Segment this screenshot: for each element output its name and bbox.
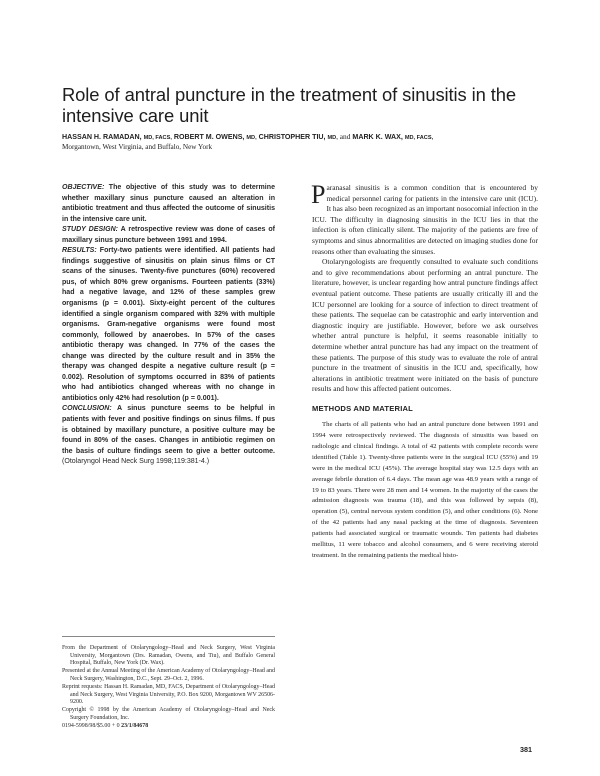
intro-text: aranasal sinusitis is a common condition that is encountered by medical personnel caring for patients in the intensive care unit (ICU). It has also been recognized as an important nosocomial infection in the ICU. The difficulty in diagnosing sinusitis in the ICU lies in that the infection is often clinically silent. The majority of the patients are free of symptoms and sinus abnormalities are detected on imaging studies done for reasons other than evaluating the sinuses. (312, 183, 538, 256)
abstract-label: STUDY DESIGN: (62, 226, 119, 234)
abstract-label: CONCLUSION: (62, 405, 112, 413)
abstract-text: Forty-two patients were identified. All patients had findings suggestive of sinusitis on plain sinus films or CT scans of the sinuses. Twenty-five punctures (60%) recovered pus, of which 80% grew organisms. Fourteen patients (33%) had a negative lavage, and 12% of these samples grew organisms (p = 0.001). Sixty-eight percent of the cultures identified a single organism compared with 32% with multiple organisms. Gram-negative organisms were found most commonly, followed by anaerobes. In 57% of the cases antibiotic therapy was changed. In 77% of the cases the change was directed by the culture result and in 35% the therapy was changed despite a negative culture result (p = 0.002). Resolution of symptoms occurred in 83% of patients who had antibiotics changed whereas with no change in antibiotics only 42% had resolution (p = 0.001). (62, 247, 275, 402)
authors-conjunction: and (339, 132, 351, 141)
author-degrees: MD, FACS, (404, 135, 434, 141)
methods-section (312, 420, 538, 561)
intro-paragraph-2: Otolaryngologists are frequently consulted to evaluate such conditions and to give recommendations about performing an antral puncture. The literature, however, is unclear regarding how antral puncture findings affect eventual patient outcome. These patients are usually critically ill and the ICU personnel are looking for a source of infection to direct treatment of these patients. The sequelae can be catastrophic and early intervention and diagnostic inquiry are justifiable. However, before we ask ourselves whether antral puncture is helpful, it seems reasonable initially to determine whether antral puncture has had any impact on the treatment of these patients. The purpose of this study was to evaluate the role of antral puncture in the treatment of sinusitis in the ICU and, specifically, how alterations in antibiotic treatment were initiated on the basis of puncture results and how this affected patient outcomes. (312, 257, 538, 394)
author-name: ROBERT M. OWENS, (173, 133, 245, 141)
drop-cap: P (311, 180, 326, 209)
article-code-suffix: 23/1/84678 (121, 723, 149, 730)
body-column (311, 180, 538, 561)
intro-paragraph (311, 180, 538, 257)
journal-citation: (Otolaryngol Head Neck Surg 1998;119:381-4.) (62, 458, 210, 466)
article-code-prefix: 0194-5998/98/$5.00 + 0 (62, 723, 122, 730)
footnote-affiliation: From the Department of Otolaryngology–Head and Neck Surgery, West Virginia University, Morgantown (Drs. Ramadan, Owens, and Tiu), and Buffalo General Hospital, Buffalo, New York (Dr. Wax). (62, 645, 275, 667)
abstract-conclusion (62, 404, 275, 467)
footnote-divider (62, 636, 275, 637)
author-degrees: MD, (327, 135, 338, 141)
abstract-text: A retrospective review was done of cases of maxillary sinus puncture between 1991 and 1994. (62, 226, 275, 244)
footnote-article-code (62, 723, 275, 731)
methods-paragraph: The charts of all patients who had an antral puncture done between 1991 and 1994 were retrospectively reviewed. The diagnosis of sinusitis was based on radiologic and clinical findings. A total of 42 patients with complete records were identified (Table 1). Twenty-three patients were in the surgical ICU (55%) and 19 were in the medical ICU (45%). The average hospital stay was 12.5 days with an average febrile duration of 6.4 days. The mean age was 48.9 years with a range of 19 to 83 years. There were 28 men and 14 women. In the majority of the cases the admission diagnosis was trauma (18), and this was followed by sepsis (8), operation (5), central nervous system condition (5), and other conditions (6). None of the 42 patients had any nasal packing at the time of diagnosis. Seventeen patients had associated surgical or traumatic wounds. Ten patients had diabetes mellitus, 11 were tobacco and alcohol consumers, and 6 were receiving steroid treatment. In the remaining patients the medical histo- (312, 421, 538, 559)
footnote-copyright: Copyright © 1998 by the American Academy of Otolaryngology–Head and Neck Surgery Foundation, Inc. (62, 707, 275, 721)
footnote-presented: Presented at the Annual Meeting of the American Academy of Otolaryngology–Head and Neck Surgery, Washington, D.C., Sept. 29–Oct. 2, 1996. (62, 668, 275, 682)
abstract (62, 183, 275, 468)
page-number: 381 (520, 745, 532, 754)
abstract-study-design (62, 225, 275, 246)
author-degrees: MD, FACS, (143, 135, 172, 141)
abstract-label: OBJECTIVE: (62, 184, 105, 191)
abstract-objective (62, 183, 275, 225)
author-name: HASSAN H. RAMADAN, (62, 133, 142, 141)
author-name: CHRISTOPHER TIU, (258, 133, 326, 141)
author-degrees: MD, (246, 135, 257, 141)
article-title: Role of antral puncture in the treatment of sinusitis in the intensive care unit (62, 84, 517, 126)
author-name: MARK K. WAX, (352, 133, 403, 141)
abstract-text: A sinus puncture seems to be helpful in patients with fever and positive findings on sinus films. If pus is obtained by maxillary puncture, a positive culture may be found in 80% of the cases. Changes in antibiotic regimen on the basis of culture findings seem to give a better outcome. (62, 405, 275, 455)
abstract-results (62, 246, 275, 404)
abstract-text: The objective of this study was to determine whether maxillary sinus puncture caused an alteration in antibiotic treatment and thus affected the outcome of sinusitis in the intensive care unit. (62, 184, 275, 223)
section-heading-methods: METHODS AND MATERIAL (312, 403, 414, 413)
footnote-reprints: Reprint requests: Hassan H. Ramadan, MD, FACS, Department of Otolaryngology–Head and Neck Surgery, West Virginia University, P.O. Box 9200, Morgantown WV 26506-9200. (62, 683, 275, 706)
footnotes (62, 645, 275, 732)
abstract-label: RESULTS: (62, 247, 97, 255)
author-location: Morgantown, West Virginia, and Buffalo, New York (62, 143, 213, 151)
